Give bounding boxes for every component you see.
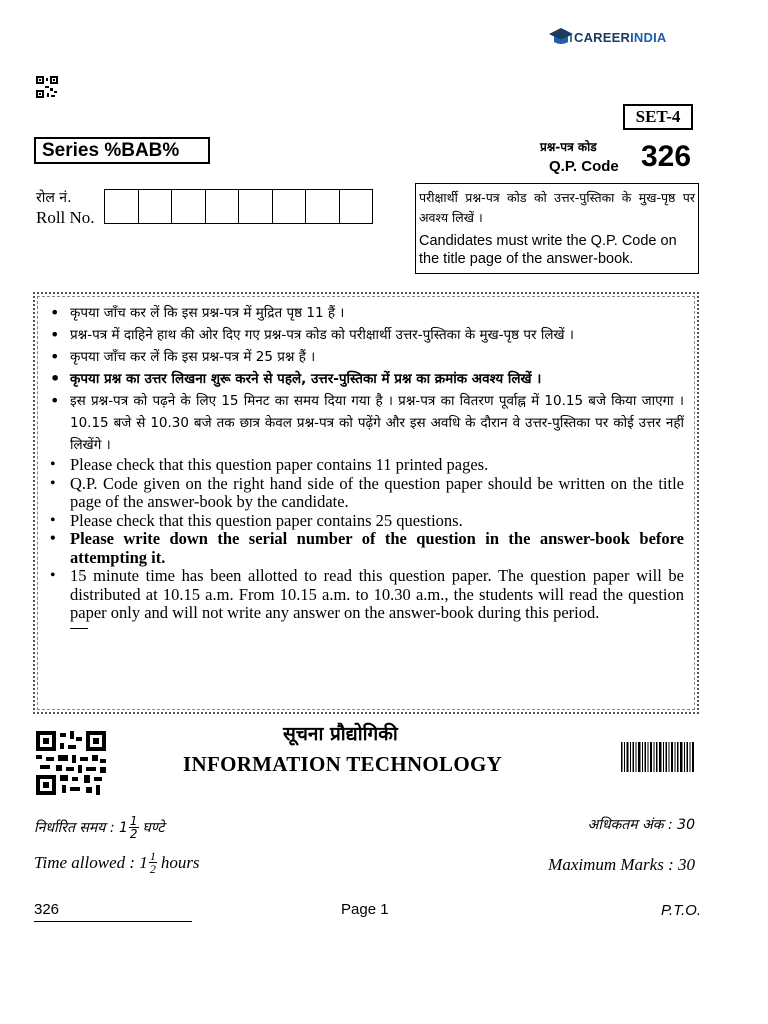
roll-box[interactable] [139, 189, 173, 224]
series-label: Series %BAB% [34, 137, 210, 164]
logo-text-india: INDIA [630, 29, 667, 45]
graduation-cap-icon [548, 26, 574, 48]
footer-page-number: Page 1 [341, 901, 389, 918]
instruction-hindi-3: • कृपया जाँच कर लें कि इस प्रश्न-पत्र में 25 प्रश्न हैं । [46, 346, 684, 368]
roll-box[interactable] [306, 189, 340, 224]
time-label: Time allowed : 1 [34, 852, 148, 872]
candidate-note-box [415, 183, 699, 274]
stray-dash [70, 628, 88, 629]
fraction-half [149, 850, 157, 875]
qp-code-value: 326 [641, 140, 692, 173]
instruction-english-1: • Please check that this question paper contains 11 printed pages. [46, 456, 684, 475]
time-label-hindi: निर्धारित समय : 1 [34, 820, 128, 836]
subject-title-hindi: सूचना प्रौद्योगिकी [283, 723, 398, 745]
fraction-denominator: 2 [129, 827, 138, 841]
instruction-hindi-5: • इस प्रश्न-पत्र को पढ़ने के लिए 15 मिनट का समय दिया गया है । प्रश्न-पत्र का वितरण पूर्वाह्न में 10.15 बजे किया जाएगा । 10.15 बजे से 10.30 बजे तक छात्र केवल प्रश्न-पत्र को पढ़ेंगे और इस अवधि के दौरान वे उत्तर-पुस्तिका पर कोई उत्तर नहीं लिखेंगे । [46, 390, 684, 456]
barcode-icon [621, 742, 695, 772]
qp-code-label: Q.P. Code [549, 158, 619, 175]
max-marks-hindi: अधिकतम अंक : 30 [587, 817, 695, 833]
set-label: SET-4 [623, 104, 693, 130]
careerindia-logo [548, 22, 667, 52]
instruction-hindi-4: • कृपया प्रश्न का उत्तर लिखना शुरू करने से पहले, उत्तर-पुस्तिका में प्रश्न का क्रमांक अवश्य लिखें । [46, 368, 684, 390]
footer-pto: P.T.O. [660, 902, 701, 919]
time-unit-hindi: घण्टे [142, 820, 165, 836]
roll-box[interactable] [340, 189, 374, 224]
instruction-hindi-1: • कृपया जाँच कर लें कि इस प्रश्न-पत्र में मुद्रित पृष्ठ 11 हैं । [46, 302, 684, 324]
logo-text-career: CAREER [574, 29, 631, 45]
roll-number-boxes [104, 189, 373, 224]
instruction-english-4: • Please write down the serial number of the question in the answer-book before attempting it. [46, 530, 684, 567]
time-unit: hours [160, 852, 200, 872]
qr-code-icon [36, 731, 106, 795]
roll-box[interactable] [172, 189, 206, 224]
candidate-note-english: Candidates must write the Q.P. Code on the title page of the answer-book. [419, 233, 677, 267]
instruction-english-3: • Please check that this question paper contains 25 questions. [46, 512, 684, 531]
roll-box[interactable] [105, 189, 139, 224]
time-allowed [34, 850, 200, 875]
fraction-half [129, 815, 139, 840]
fraction-numerator: 1 [149, 849, 156, 863]
qr-code-small-icon [36, 76, 58, 98]
qp-code-label-hindi: प्रश्न-पत्र कोड [540, 140, 597, 154]
max-marks: Maximum Marks : 30 [548, 855, 695, 874]
candidate-note-hindi: परीक्षार्थी प्रश्न-पत्र कोड को उत्तर-पुस्तिका के मुख-पृष्ठ पर अवश्य लिखें । [419, 190, 695, 225]
roll-label: Roll No. [36, 208, 95, 227]
fraction-numerator: 1 [129, 814, 138, 828]
subject-title: INFORMATION TECHNOLOGY [183, 752, 503, 776]
instructions [46, 302, 684, 629]
instruction-english-2: • Q.P. Code given on the right hand side of the question paper should be written on the title page of the answer-book by the candidate. [46, 475, 684, 512]
roll-label-hindi: रोल नं. [36, 190, 72, 206]
roll-box[interactable] [239, 189, 273, 224]
fraction-denominator: 2 [149, 862, 156, 876]
roll-box[interactable] [206, 189, 240, 224]
instruction-hindi-2: • प्रश्न-पत्र में दाहिने हाथ की ओर दिए गए प्रश्न-पत्र कोड को परीक्षार्थी उत्तर-पुस्तिका के मुख-पृष्ठ पर लिखें । [46, 324, 684, 346]
instruction-english-5: • 15 minute time has been allotted to read this question paper. The question paper will be distributed at 10.15 a.m. From 10.15 a.m. to 10.30 a.m., the students will read the question paper only and will not write any answer on the answer-book during this period. [46, 567, 684, 623]
roll-box[interactable] [273, 189, 307, 224]
footer-rule [34, 921, 192, 922]
time-allowed-hindi [34, 815, 164, 840]
footer-code: 326 [34, 901, 60, 918]
